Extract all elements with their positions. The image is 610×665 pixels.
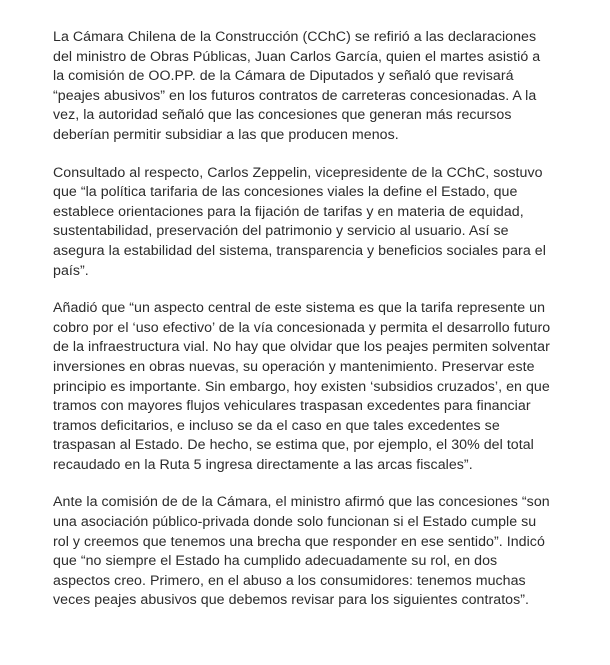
article-paragraph-3: Añadió que “un aspecto central de este sistema es que la tarifa represente un cobro por el ‘uso efectivo’ de la vía concesionada y permita el desarrollo futuro de la infraestructura vial. No hay que olvidar que los peajes permiten solventar inversiones en obras nuevas, su operación y mantenimiento. Preservar este principio es importante. Sin embargo, hoy existen ‘subsidios cruzados’, en que tramos con mayores flujos vehiculares traspasan excedentes para financiar tramos deficitarios, e incluso se da el caso en que tales excedentes se traspasan al Estado. De hecho, se estima que, por ejemplo, el 30% del total recaudado en la Ruta 5 ingresa directamente a las arcas fiscales”. [53,300,551,473]
article-body [53,28,553,629]
article-paragraph-1: La Cámara Chilena de la Construcción (CChC) se refirió a las declaraciones del ministro de Obras Públicas, Juan Carlos García, quien el martes asistió a la comisión de OO.PP. de la Cámara de Diputados y señaló que revisará “peajes abusivos” en los futuros contratos de carreteras concesionadas. A la vez, la autoridad señaló que las concesiones que generan más recursos deberían permitir subsidiar a las que producen menos. [53,29,541,143]
article-paragraph-4: Ante la comisión de de la Cámara, el ministro afirmó que las concesiones “son una asociación público-privada donde solo funcionan si el Estado cumple su rol y creemos que tenemos una brecha que responder en ese sentido”. Indicó que “no siempre el Estado ha cumplido adecuadamente su rol, en dos aspectos creo. Primero, en el abuso a los consumidores: tenemos muchas veces peajes abusivos que debemos revisar para los siguientes contratos”. [53,494,550,609]
article-paragraph-2: Consultado al respecto, Carlos Zeppelin, vicepresidente de la CChC, sostuvo que “la política tarifaria de las concesiones viales la define el Estado, que establece orientaciones para la fijación de tarifas y en materia de equidad, sustentabilidad, preservación del patrimonio y servicio al usuario. Así se asegura la estabilidad del sistema, transparencia y beneficios sociales para el país”. [53,164,546,279]
